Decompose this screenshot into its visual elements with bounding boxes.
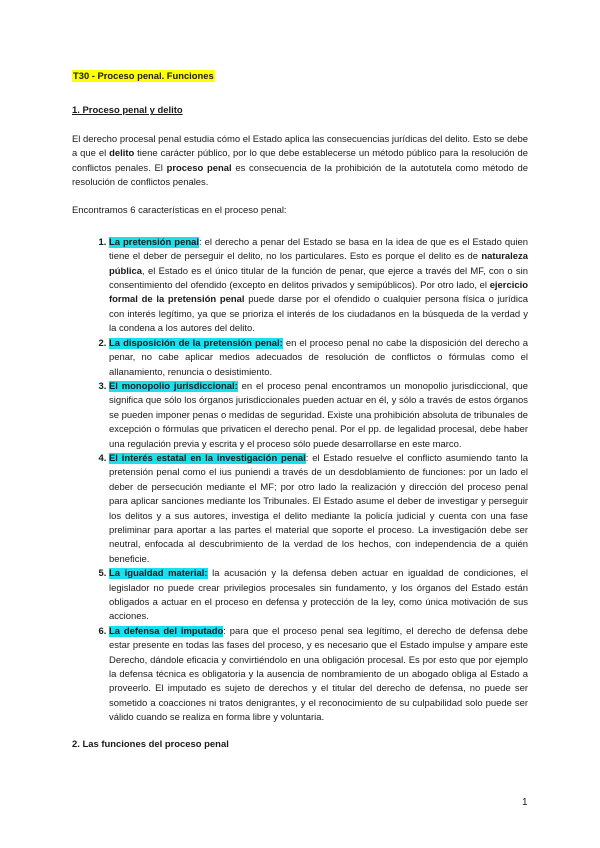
term-highlight: El monopolio jurisdiccional: [109,380,238,392]
lead-paragraph: Encontramos 6 características en el proceso penal: [72,205,287,217]
intro-text-a: El derecho procesal penal estudia cómo el Estado aplica las consecuencias jurídicas del delito. Esto se debe a que el [72,133,528,160]
item-bold: ejercicio formal de la pretensión penal [109,280,528,306]
intro-text-e: es consecuencia de la prohibición de la autotutela como método de resolución de conflictos penales. [72,162,528,189]
section-heading-1: 1. Proceso penal y delito [72,105,183,117]
list-item-disposicion [109,337,528,380]
section-heading-2: 2. Las funciones del proceso penal [72,738,229,750]
item-text: : el derecho a penar del Estado se basa en la idea de que es el Estado quien tiene el deber de perseguir el delito, no los particulares. Esto es porque el delito es de [109,236,529,263]
intro-bold-proceso-penal: proceso penal [166,162,232,174]
item-text: en el proceso penal encontramos un monopolio jurisdiccional, que significa que sólo los órganos jurisdiccionales pueden actuar en él, y sólo a través de estos órganos se pueden imponer penas o medidas de seguridad. Existe una prohibición absoluta de tribunales de excepción o fórmulas que privaticen el derecho penal. Por el pp. de legalidad procesal, debe haber una regulación previa y escrita y el proceso sólo puede desarrollarse en este marco. [109,380,528,450]
intro-text-c: tiene carácter público, por lo que debe establecerse un método público para la resolución de conflictos penales. El [72,148,528,174]
term-highlight: La igualdad material: [109,568,208,580]
item-bold: naturaleza pública [109,251,528,277]
intro-paragraph [72,133,528,191]
item-text: puede darse por el ofendido o cualquier persona física o jurídica con interés legítimo, ya que se prioriza el interés de los ciudadanos en la búsqueda de la verdad y la condena a los autores del delito. [109,294,528,335]
intro-bold-delito: delito [109,148,135,160]
item-text: en el proceso penal no cabe la disposición del derecho a penar, no cabe aplicar medios adecuados de resolución de conflictos o fórmulas como el allanamiento, renuncia o desistimiento. [109,337,529,378]
list-item-monopolio [109,380,528,452]
term-highlight: La defensa del imputado [109,625,224,637]
list-item-defensa [109,625,528,726]
list-item-pretension-penal [109,236,528,337]
term-highlight: El interés estatal en la investigación penal [109,452,306,464]
list-item-interes-estatal [109,452,528,567]
term-highlight: La pretensión penal [109,236,199,248]
page-number: 1 [522,797,528,808]
characteristics-list [72,236,528,726]
item-text: , el Estado es el único titular de la función de penar, que ejerce a través del MF, con o sin consentimiento del ofendido (excepto en delitos privados y semipúblicos). Por otro lado, el [109,265,528,292]
item-text: la acusación y la defensa deben actuar en igualdad de condiciones, el legislador no puede crear privilegios procesales sin fundamento, y los órganos del Estado están obligados a actuar en el proceso en defensa y protección de la ley, como única motivación de sus acciones. [109,568,528,623]
title-line [72,70,528,84]
list-item-igualdad [109,567,528,625]
document-page [72,70,528,752]
document-title: T30 - Proceso penal. Funciones [73,70,214,81]
item-text: : para que el proceso penal sea legítimo, el derecho de defensa debe estar presente en todas las fases del proceso, y es necesario que el Estado impulse y ampare este Derecho, dándole eficacia y convirtiéndolo en una obligación procesal. Es por esto que por ejemplo la defensa técnica es obligatoria y la ausencia de nombramiento de un abogado obliga al Estado a proveerlo. El imputado es sujeto de derechos y el titular del derecho de defensa, no puede ser sometido a coacciones ni tratos denigrantes, y el reconocimiento de su culpabilidad solo puede ser válido cuando se realiza en forma libre y voluntaria. [109,625,528,724]
term-highlight: La disposición de la pretensión penal: [109,337,283,349]
item-text: : el Estado resuelve el conflicto asumiendo tanto la pretensión penal como el ius puniendi a través de un desdoblamiento de funciones: por un lado el deber de persecución mediante el MF; por otro lado la realización y dirección del proceso penal para aplicar sanciones mediante los Tribunales. El Estado asume el deber de investigar y perseguir los delitos y a sus autores, investiga el delito mediante la policía judicial y cuenta con una fase preliminar para aportar a las partes el material que soporte el proceso. La investigación debe ser neutral, enfocada al descubrimiento de la verdad de los hechos, con independencia de a quién beneficie. [109,452,528,565]
